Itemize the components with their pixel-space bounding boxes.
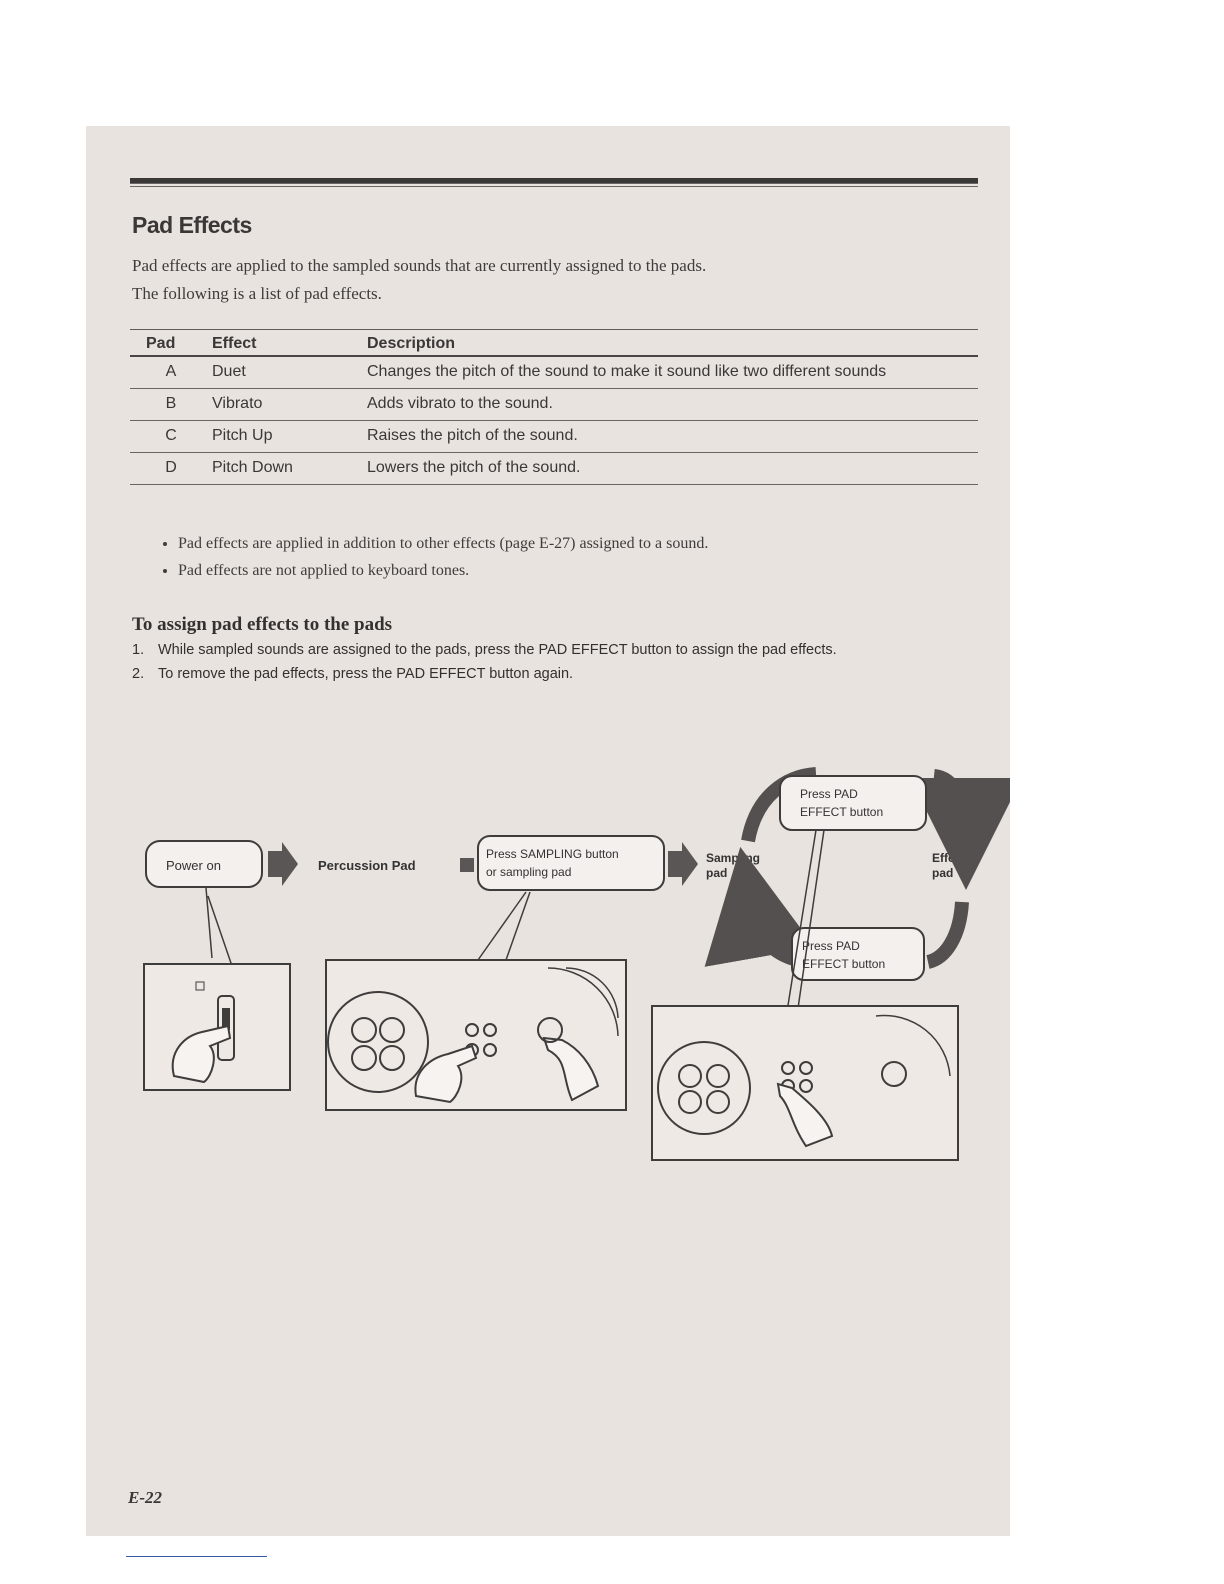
cell-description: Raises the pitch of the sound. — [367, 421, 978, 453]
step-text: To remove the pad effects, press the PAD EFFECT button again. — [158, 666, 574, 682]
header-description: Description — [367, 330, 978, 357]
press-sampling-box — [478, 836, 664, 890]
sampling-pad-label: Sampling — [706, 851, 761, 865]
cycle-arrow-icon — [750, 902, 798, 960]
section-title: Pad Effects — [132, 212, 252, 238]
power-switch-illustration — [144, 964, 290, 1090]
cell-pad: A — [130, 356, 212, 389]
intro-line: Pad effects are applied to the sampled sounds that are currently assigned to the pads. — [132, 256, 707, 275]
arrow-right-icon — [268, 842, 298, 886]
press-sampling-line: or sampling pad — [486, 865, 572, 879]
notes-list — [146, 530, 708, 584]
table-row — [130, 389, 978, 421]
cell-pad: D — [130, 453, 212, 485]
step-item — [132, 662, 982, 686]
effect-pad-label: pad — [932, 866, 954, 880]
cell-description: Lowers the pitch of the sound. — [367, 453, 978, 485]
table-row — [130, 453, 978, 485]
press-pad-effect-line: Press PAD — [802, 939, 860, 953]
flow-diagram — [86, 746, 1010, 1176]
percussion-pad-label: Percussion Pad — [318, 858, 416, 873]
top-rule — [130, 178, 978, 184]
cycle-arrow-icon — [928, 902, 962, 962]
effect-pad-label: Effect — [932, 851, 966, 865]
table-row — [130, 356, 978, 389]
callout-line — [206, 888, 232, 966]
sampling-pad-label: pad — [706, 866, 728, 880]
header-pad: Pad — [130, 330, 212, 357]
cell-description: Adds vibrato to the sound. — [367, 389, 978, 421]
cell-pad: C — [130, 421, 212, 453]
press-sampling-line: Press SAMPLING button — [486, 847, 619, 861]
cell-effect: Pitch Up — [212, 421, 367, 453]
note-item: • Pad effects are not applied to keyboard tones. — [178, 557, 708, 584]
procedure-steps — [132, 638, 982, 686]
header-effect: Effect — [212, 330, 367, 357]
step-number: 2. — [132, 666, 145, 682]
pad-effect-panel-illustration — [652, 1006, 958, 1160]
procedure-title: To assign pad effects to the pads — [132, 614, 393, 635]
cell-effect: Duet — [212, 356, 367, 389]
step-item — [132, 638, 982, 662]
arrow-right-icon — [668, 842, 698, 886]
cell-effect: Pitch Down — [212, 453, 367, 485]
step-text: While sampled sounds are assigned to the pads, press the PAD EFFECT button to assign the pad effects. — [158, 642, 837, 658]
cycle-arrow-icon — [934, 776, 966, 834]
callout-line — [478, 892, 530, 960]
pad-effects-table — [130, 329, 978, 485]
footer-rule — [126, 1556, 267, 1557]
sampling-panel-illustration — [326, 960, 626, 1110]
cell-effect: Vibrato — [212, 389, 367, 421]
press-pad-effect-box — [780, 776, 926, 830]
square-marker-icon — [460, 858, 474, 872]
step-number: 1. — [132, 642, 145, 658]
press-pad-effect-box — [792, 928, 924, 980]
note-item: • Pad effects are applied in addition to other effects (page E-27) assigned to a sound. — [178, 530, 708, 557]
press-pad-effect-line: EFFECT button — [800, 805, 884, 819]
intro-line: The following is a list of pad effects. — [132, 284, 382, 303]
power-on-label: Power on — [166, 858, 221, 873]
table-header-row — [130, 330, 978, 357]
table-row — [130, 421, 978, 453]
cell-pad: B — [130, 389, 212, 421]
press-pad-effect-line: EFFECT button — [802, 957, 886, 971]
intro-paragraph — [132, 252, 982, 308]
page-number: E-22 — [128, 1488, 162, 1507]
press-pad-effect-line: Press PAD — [800, 787, 858, 801]
manual-page — [86, 126, 1010, 1536]
cell-description: Changes the pitch of the sound to make it sound like two different sounds — [367, 356, 978, 389]
